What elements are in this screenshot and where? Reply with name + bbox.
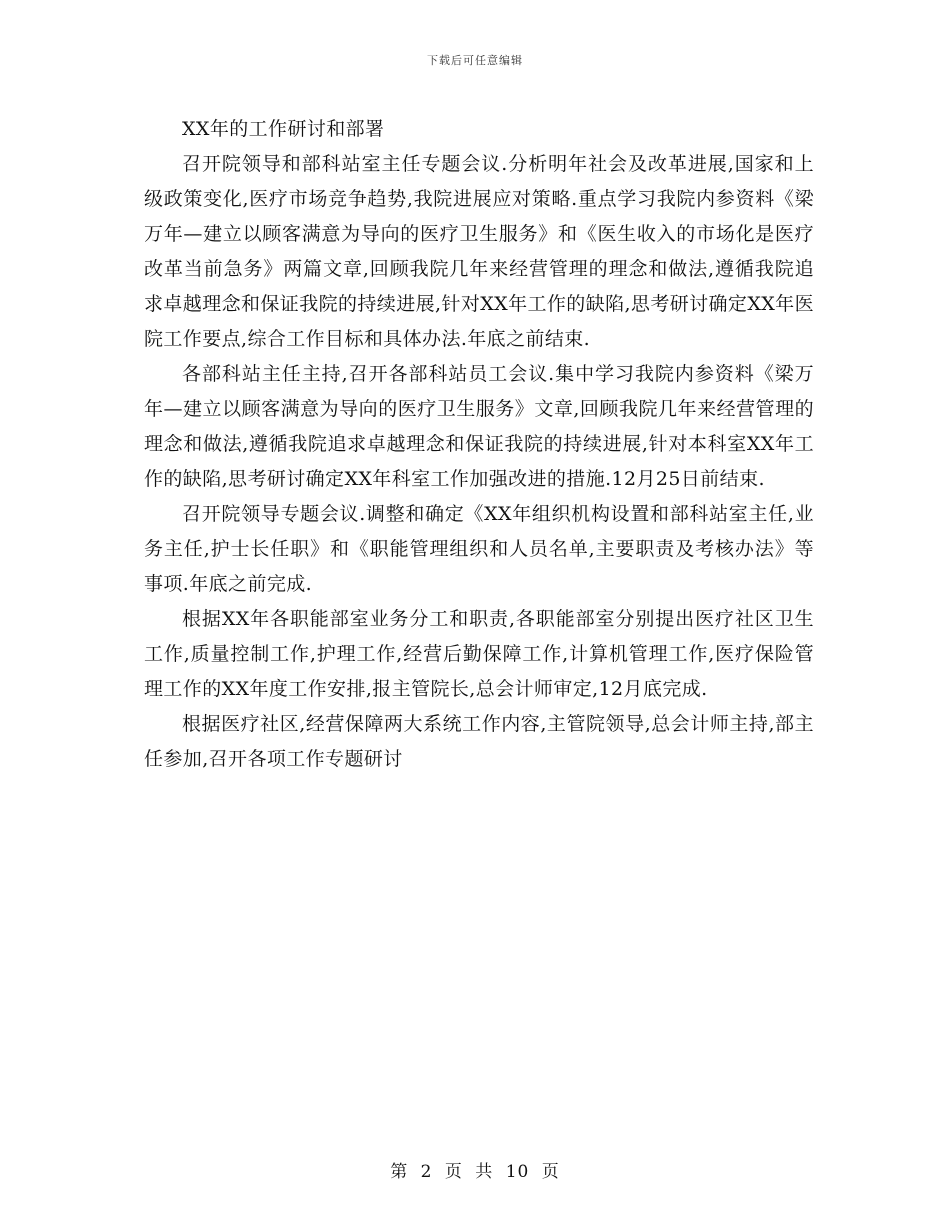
paragraph-title: XX年的工作研讨和部署 [182,118,385,140]
paragraph: 根据XX年各职能部室业务分工和职责,各职能部室分别提出医疗社区卫生工作,质量控制工作,护理工作,经营后勤保障工作,计算机管理工作,医疗保险管理工作的XX年度工作安排,报主管院长,总会计师审定,12月底完成. [144,608,814,700]
paragraph: 各部科站主任主持,召开各部科站员工会议.集中学习我院内参资料《梁万年—建立以顾客满意为导向的医疗卫生服务》文章,回顾我院几年来经营管理的理念和做法,遵循我院追求卓越理念和保证我院的持续进展,针对本科室XX年工作的缺陷,思考研讨确定XX年科室工作加强改进的措施.12月25日前结束. [144,363,814,490]
paragraph: 根据医疗社区,经营保障两大系统工作内容,主管院领导,总会计师主持,部主任参加,召开各项工作专题研讨 [144,713,814,770]
paragraph: 召开院领导专题会议.调整和确定《XX年组织机构设置和部科站室主任,业务主任,护士长任职》和《职能管理组织和人员名单,主要职责及考核办法》等事项.年底之前完成. [144,503,814,595]
document-body [144,112,814,777]
paragraph: 召开院领导和部科站室主任专题会议.分析明年社会及改革进展,国家和上级政策变化,医疗市场竞争趋势,我院进展应对策略.重点学习我院内参资料《梁万年—建立以顾客满意为导向的医疗卫生服务》和《医生收入的市场化是医疗改革当前急务》两篇文章,回顾我院几年来经营管理的理念和做法,遵循我院追求卓越理念和保证我院的持续进展,针对XX年工作的缺陷,思考研讨确定XX年医院工作要点,综合工作目标和具体办法.年底之前结束. [144,153,814,350]
page-header: 下载后可任意编辑 [427,54,523,67]
page-number: 第 2 页 共 10 页 [390,1162,560,1182]
